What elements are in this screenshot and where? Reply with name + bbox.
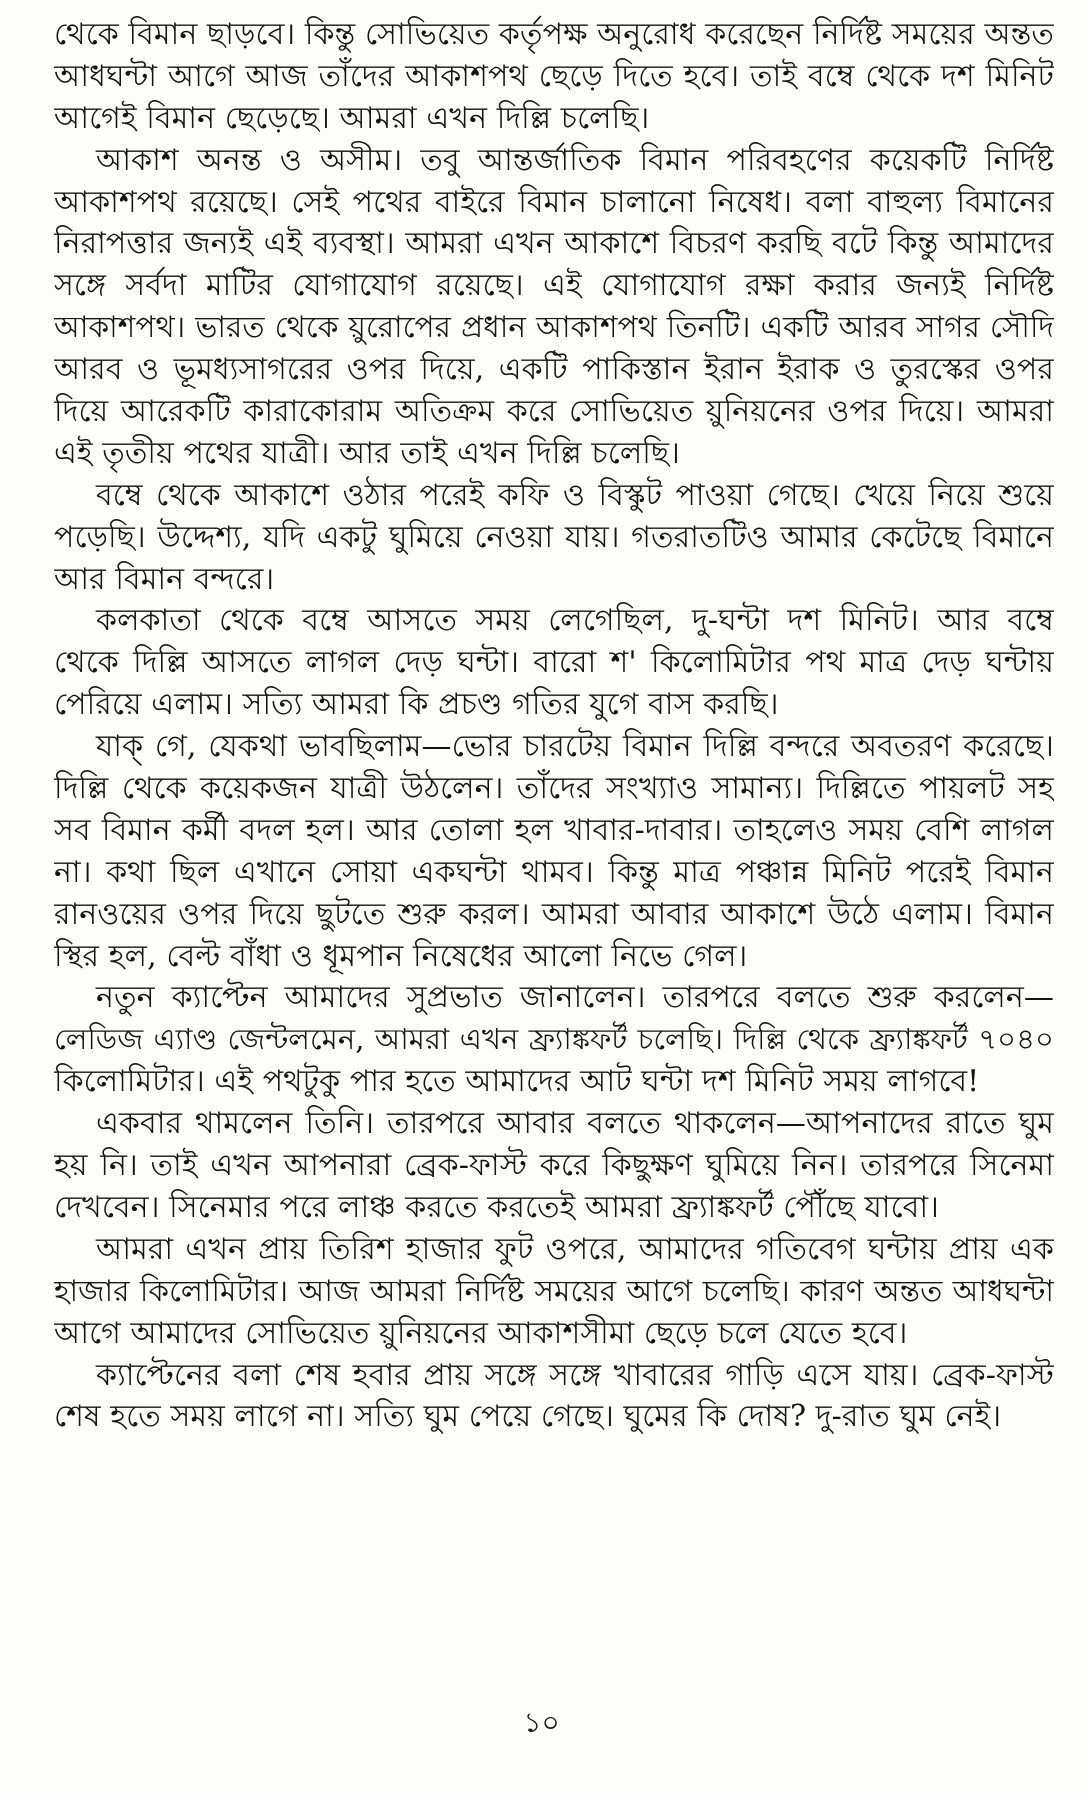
paragraph (54, 1229, 1054, 1355)
paragraph (54, 1103, 1054, 1229)
text-line: একবার থামলেন তিনি। তারপরে আবার বলতে থাকলেন—আপনাদের রাতে ঘুম (96, 1106, 1054, 1142)
text-line: আর বিমান বন্দরে। (54, 561, 275, 597)
paragraph (54, 14, 1054, 140)
paragraph (54, 600, 1054, 726)
paragraph (54, 726, 1054, 977)
text-line: রানওয়ের ওপর দিয়ে ছুটতে শুরু করল। আমরা আবার আকাশে উঠে এলাম। বিমান (54, 896, 1054, 932)
text-line: থেকে বিমান ছাড়বে। কিন্তু সোভিয়েত কর্তৃপক্ষ অনুরোধ করেছেন নির্দিষ্ট সময়ের অন্তত (54, 17, 1054, 52)
text-line: যাক্ গে, যেকথা ভাবছিলাম—ভোর চারটেয় বিমান দিল্লি বন্দরে অবতরণ করেছে। (96, 729, 1054, 765)
text-line: নিরাপত্তার জন্যই এই ব্যবস্থা। আমরা এখন আকাশে বিচরণ করছি বটে কিন্তু আমাদের (54, 226, 1054, 262)
text-line: পেরিয়ে এলাম। সত্যি আমরা কি প্রচণ্ড গতির যুগে বাস করছি। (54, 687, 779, 723)
text-line: আমরা এখন প্রায় তিরিশ হাজার ফুট ওপরে, আমাদের গতিবেগ ঘন্টায় প্রায় এক (96, 1231, 1054, 1267)
paragraph (54, 475, 1054, 601)
text-line: আকাশপথ। ভারত থেকে য়ুরোপের প্রধান আকাশপথ তিনটি। একটি আরব সাগর সৌদি (54, 310, 1054, 345)
text-line: আরব ও ভূমধ্যসাগরের ওপর দিয়ে, একটি পাকিস্তান ইরান ইরাক ও তুরস্কের ওপর (54, 352, 1054, 388)
paragraph (54, 977, 1054, 1103)
text-line: দিল্লি থেকে কয়েকজন যাত্রী উঠলেন। তাঁদের সংখ্যাও সামান্য। দিল্লিতে পায়লট সহ (54, 771, 1054, 807)
text-line: লেডিজ এ্যাণ্ড জেন্টলমেন, আমরা এখন ফ্র্যাঙ্কফর্ট চলেছি। দিল্লি থেকে ফ্র্যাঙ্কফর্ট ৭০৪০ (54, 1022, 1054, 1057)
text-line: নতুন ক্যাপ্টেন আমাদের সুপ্রভাত জানালেন। তারপরে বলতে শুরু করলেন— (96, 980, 1054, 1016)
text-line: আধঘন্টা আগে আজ তাঁদের আকাশপথ ছেড়ে দিতে হবে। তাই বম্বে থেকে দশ মিনিট (54, 58, 1054, 94)
text-line: আগেই বিমান ছেড়েছে। আমরা এখন দিল্লি চলেছি। (54, 100, 650, 136)
text-line: কলকাতা থেকে বম্বে আসতে সময় লেগেছিল, দু-ঘন্টা দশ মিনিট। আর বম্বে (96, 603, 1054, 639)
text-line: পড়েছি। উদ্দেশ্য, যদি একটু ঘুমিয়ে নেওয়া যায়। গতরাতটিও আমার কেটেছে বিমানে (54, 519, 1054, 555)
text-line: এই তৃতীয় পথের যাত্রী। আর তাই এখন দিল্লি চলেছি। (54, 435, 680, 471)
body-text (54, 14, 1054, 1438)
text-line: বম্বে থেকে আকাশে ওঠার পরেই কফি ও বিস্কুট পাওয়া গেছে। খেয়ে নিয়ে শুয়ে (96, 477, 1054, 513)
text-line: না। কথা ছিল এখানে সোয়া একঘন্টা থামব। কিন্তু মাত্র পঞ্চান্ন মিনিট পরেই বিমান (54, 854, 1054, 890)
text-line: শেষ হতে সময় লাগে না। সত্যি ঘুম পেয়ে গেছে। ঘুমের কি দোষ? দু-রাত ঘুম নেই। (54, 1399, 1002, 1435)
text-line: দেখবেন। সিনেমার পরে লাঞ্চ করতে করতেই আমরা ফ্র্যাঙ্কফর্ট পৌঁছে যাবো। (54, 1189, 939, 1225)
paragraph (54, 140, 1054, 475)
page-number: ১০ (523, 1706, 560, 1739)
text-line: সঙ্গে সর্বদা মাটির যোগাযোগ রয়েছে। এই যোগাযোগ রক্ষা করার জন্যই নির্দিষ্ট (54, 268, 1054, 304)
text-line: সব বিমান কর্মী বদল হল। আর তোলা হল খাবার-দাবার। তাহলেও সময় বেশি লাগল (54, 812, 1054, 848)
text-line: থেকে দিল্লি আসতে লাগল দেড় ঘন্টা। বারো শ' কিলোমিটার পথ মাত্র দেড় ঘন্টায় (54, 645, 1054, 681)
text-line: হাজার কিলোমিটার। আজ আমরা নির্দিষ্ট সময়ের আগে চলেছি। কারণ অন্তত আধঘন্টা (54, 1273, 1054, 1308)
text-line: আকাশ অনন্ত ও অসীম। তবু আন্তর্জাতিক বিমান পরিবহণের কয়েকটি নির্দিষ্ট (96, 142, 1054, 178)
text-line: আকাশপথ রয়েছে। সেই পথের বাইরে বিমান চালানো নিষেধ। বলা বাহুল্য বিমানের (54, 184, 1054, 220)
text-line: কিলোমিটার। এই পথটুকু পার হতে আমাদের আট ঘন্টা দশ মিনিট সময় লাগবে! (54, 1064, 980, 1100)
text-line: দিয়ে আরেকটি কারাকোরাম অতিক্রম করে সোভিয়েত য়ুনিয়নের ওপর দিয়ে। আমরা (54, 394, 1054, 430)
text-line: ক্যাপ্টেনের বলা শেষ হবার প্রায় সঙ্গে সঙ্গে খাবারের গাড়ি এসে যায়। ব্রেক-ফাস্ট (96, 1357, 1054, 1393)
text-line: হয় নি। তাই এখন আপনারা ব্রেক-ফাস্ট করে কিছুক্ষণ ঘুমিয়ে নিন। তারপরে সিনেমা (54, 1148, 1054, 1184)
text-line: স্থির হল, বেল্ট বাঁধা ও ধূমপান নিষেধের আলো নিভে গেল। (54, 938, 748, 974)
paragraph (54, 1355, 1054, 1439)
text-line: আগে আমাদের সোভিয়েত য়ুনিয়নের আকাশসীমা ছেড়ে চলে যেতে হবে। (54, 1315, 908, 1351)
